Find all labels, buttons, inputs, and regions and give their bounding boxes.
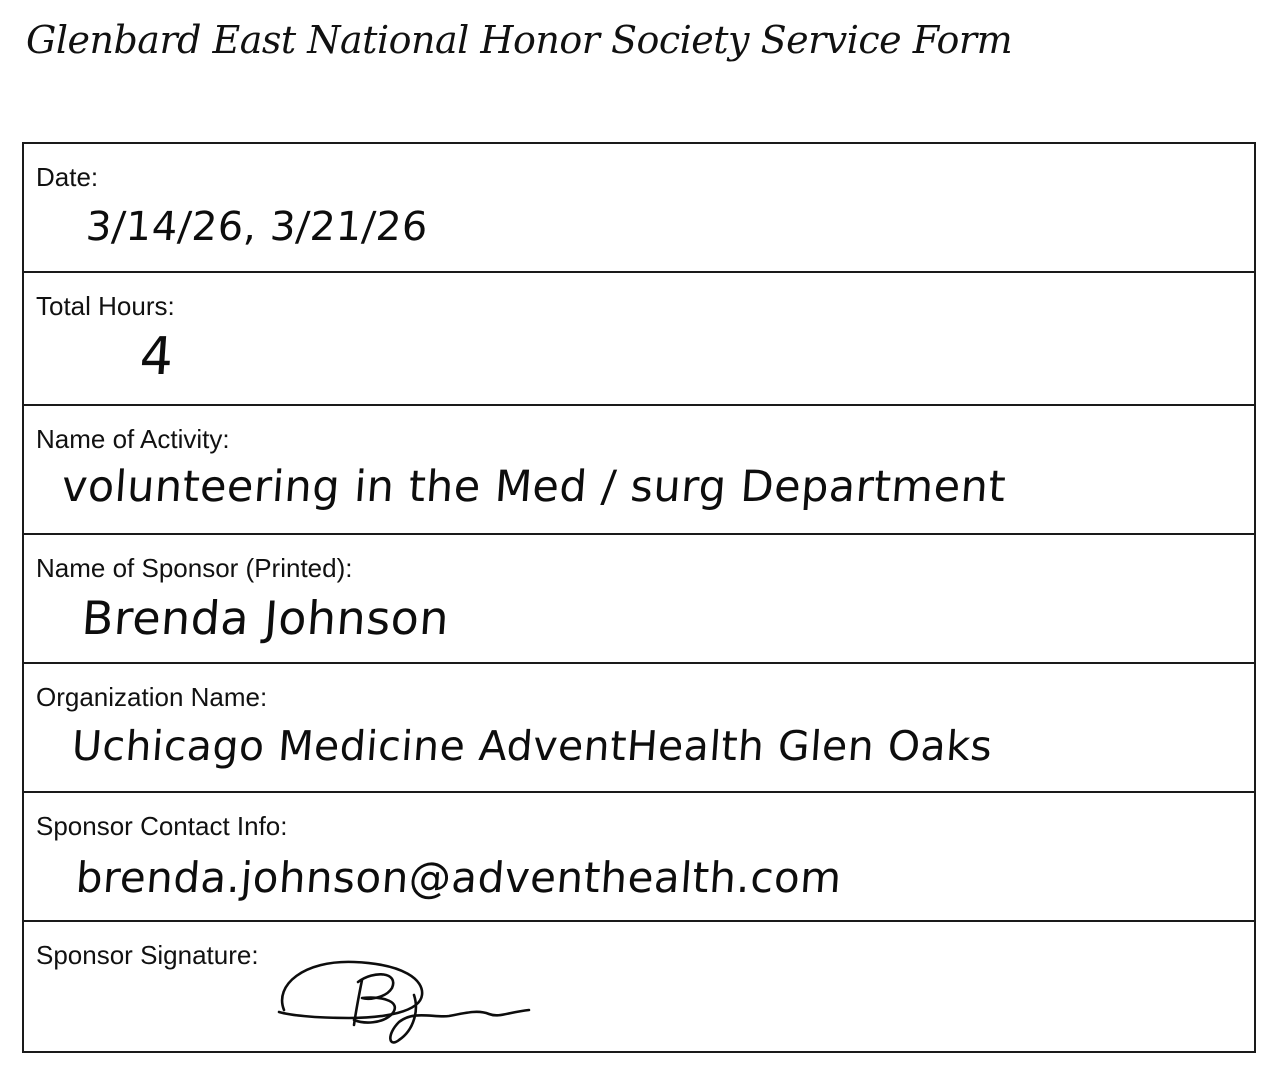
organization-label: Organization Name: [36,682,268,712]
date-row [24,144,1254,273]
signature-mark [274,940,544,1050]
signature-label: Sponsor Signature: [36,940,259,970]
service-form-table [22,142,1256,1053]
organization-row [24,664,1254,793]
activity-row [24,406,1254,535]
contact-value: brenda.johnson@adventhealth.com [74,853,844,902]
sponsor-name-row [24,535,1254,664]
contact-row [24,793,1254,922]
organization-value: Uchicago Medicine AdventHealth Glen Oaks [70,722,995,770]
date-value: 3/14/26, 3/21/26 [84,204,430,250]
signature-row [24,922,1254,1051]
total-hours-label: Total Hours: [36,291,175,321]
total-hours-row [24,273,1254,406]
activity-label: Name of Activity: [36,424,230,454]
activity-value: volunteering in the Med / surg Department [60,462,1008,512]
page-title: Glenbard East National Honor Society Service Form [26,18,1013,62]
sponsor-name-label: Name of Sponsor (Printed): [36,553,353,583]
date-label: Date: [36,162,99,192]
contact-label: Sponsor Contact Info: [36,811,288,841]
total-hours-value: 4 [137,327,176,387]
sponsor-name-value: Brenda Johnson [80,591,452,645]
